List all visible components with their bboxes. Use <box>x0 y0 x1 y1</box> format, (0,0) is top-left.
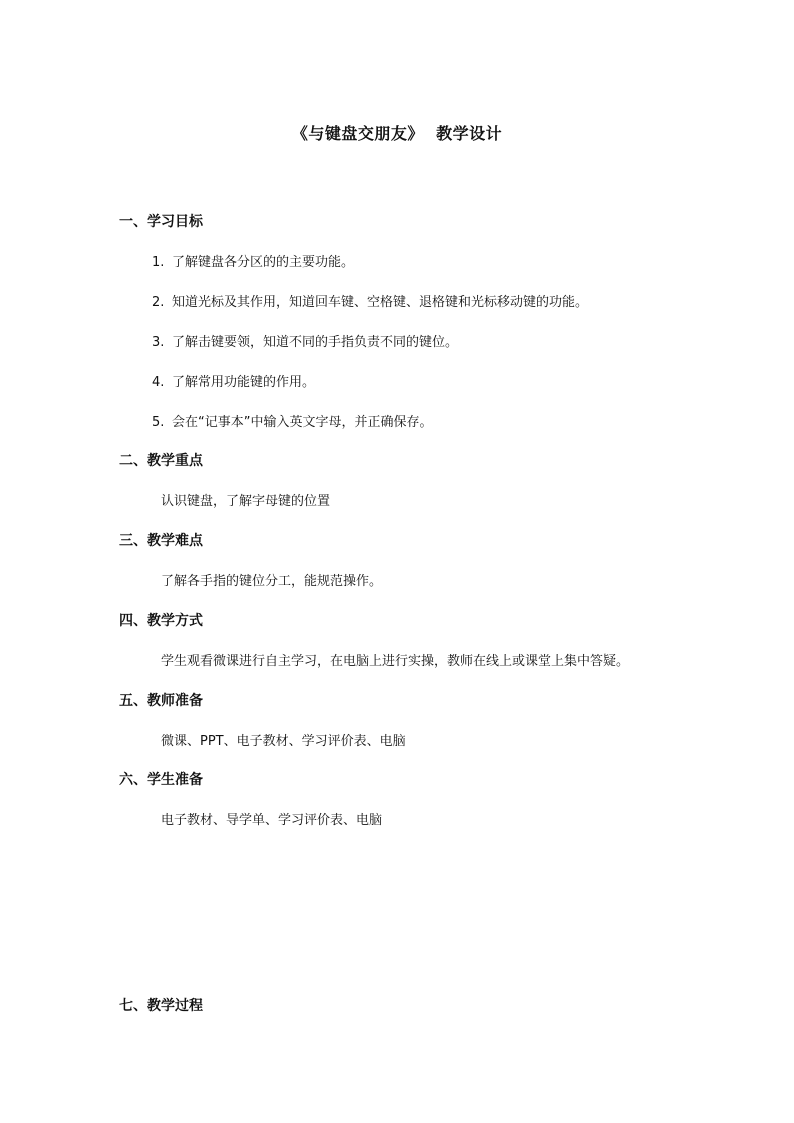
objective-number: 2. <box>152 295 165 310</box>
teaching-method-text: 学生观看微课进行自主学习，在电脑上进行实操，教师在线上或课堂上集中答疑。 <box>161 654 630 669</box>
objective-text: 了解键盘各分区的的主要功能。 <box>172 255 355 270</box>
section-heading-student-preparation: 六、学生准备 <box>119 772 203 788</box>
student-preparation-text: 电子教材、导学单、学习评价表、电脑 <box>161 813 383 828</box>
section-heading-learning-objectives: 一、学习目标 <box>119 214 203 230</box>
objective-number: 3. <box>152 335 165 350</box>
objective-item-5 <box>152 411 432 430</box>
objective-text: 了解击键要领，知道不同的手指负责不同的键位。 <box>172 335 459 350</box>
objective-number: 1. <box>152 255 165 270</box>
objective-item-3 <box>152 331 458 350</box>
objective-text: 知道光标及其作用，知道回车键、空格键、退格键和光标移动键的功能。 <box>172 295 589 310</box>
objective-item-2 <box>152 291 588 310</box>
section-heading-teacher-preparation: 五、教师准备 <box>119 693 203 709</box>
section-heading-key-points: 二、教学重点 <box>119 453 203 469</box>
objective-text: 会在“记事本”中输入英文字母，并正确保存。 <box>172 415 433 430</box>
objective-item-4 <box>152 371 315 390</box>
section-heading-teaching-method: 四、教学方式 <box>119 613 203 629</box>
objective-text: 了解常用功能键的作用。 <box>172 375 316 390</box>
objective-item-1 <box>152 251 354 270</box>
key-points-text: 认识键盘，了解字母键的位置 <box>161 494 331 509</box>
teacher-preparation-text: 微课、PPT、电子教材、学习评价表、电脑 <box>161 734 406 749</box>
difficulties-text: 了解各手指的键位分工，能规范操作。 <box>161 574 383 589</box>
objective-number: 5. <box>152 415 165 430</box>
section-heading-teaching-process: 七、教学过程 <box>119 998 203 1014</box>
objective-number: 4. <box>152 375 165 390</box>
section-heading-difficulties: 三、教学难点 <box>119 533 203 549</box>
document-title: 《与键盘交朋友》 教学设计 <box>291 124 503 143</box>
